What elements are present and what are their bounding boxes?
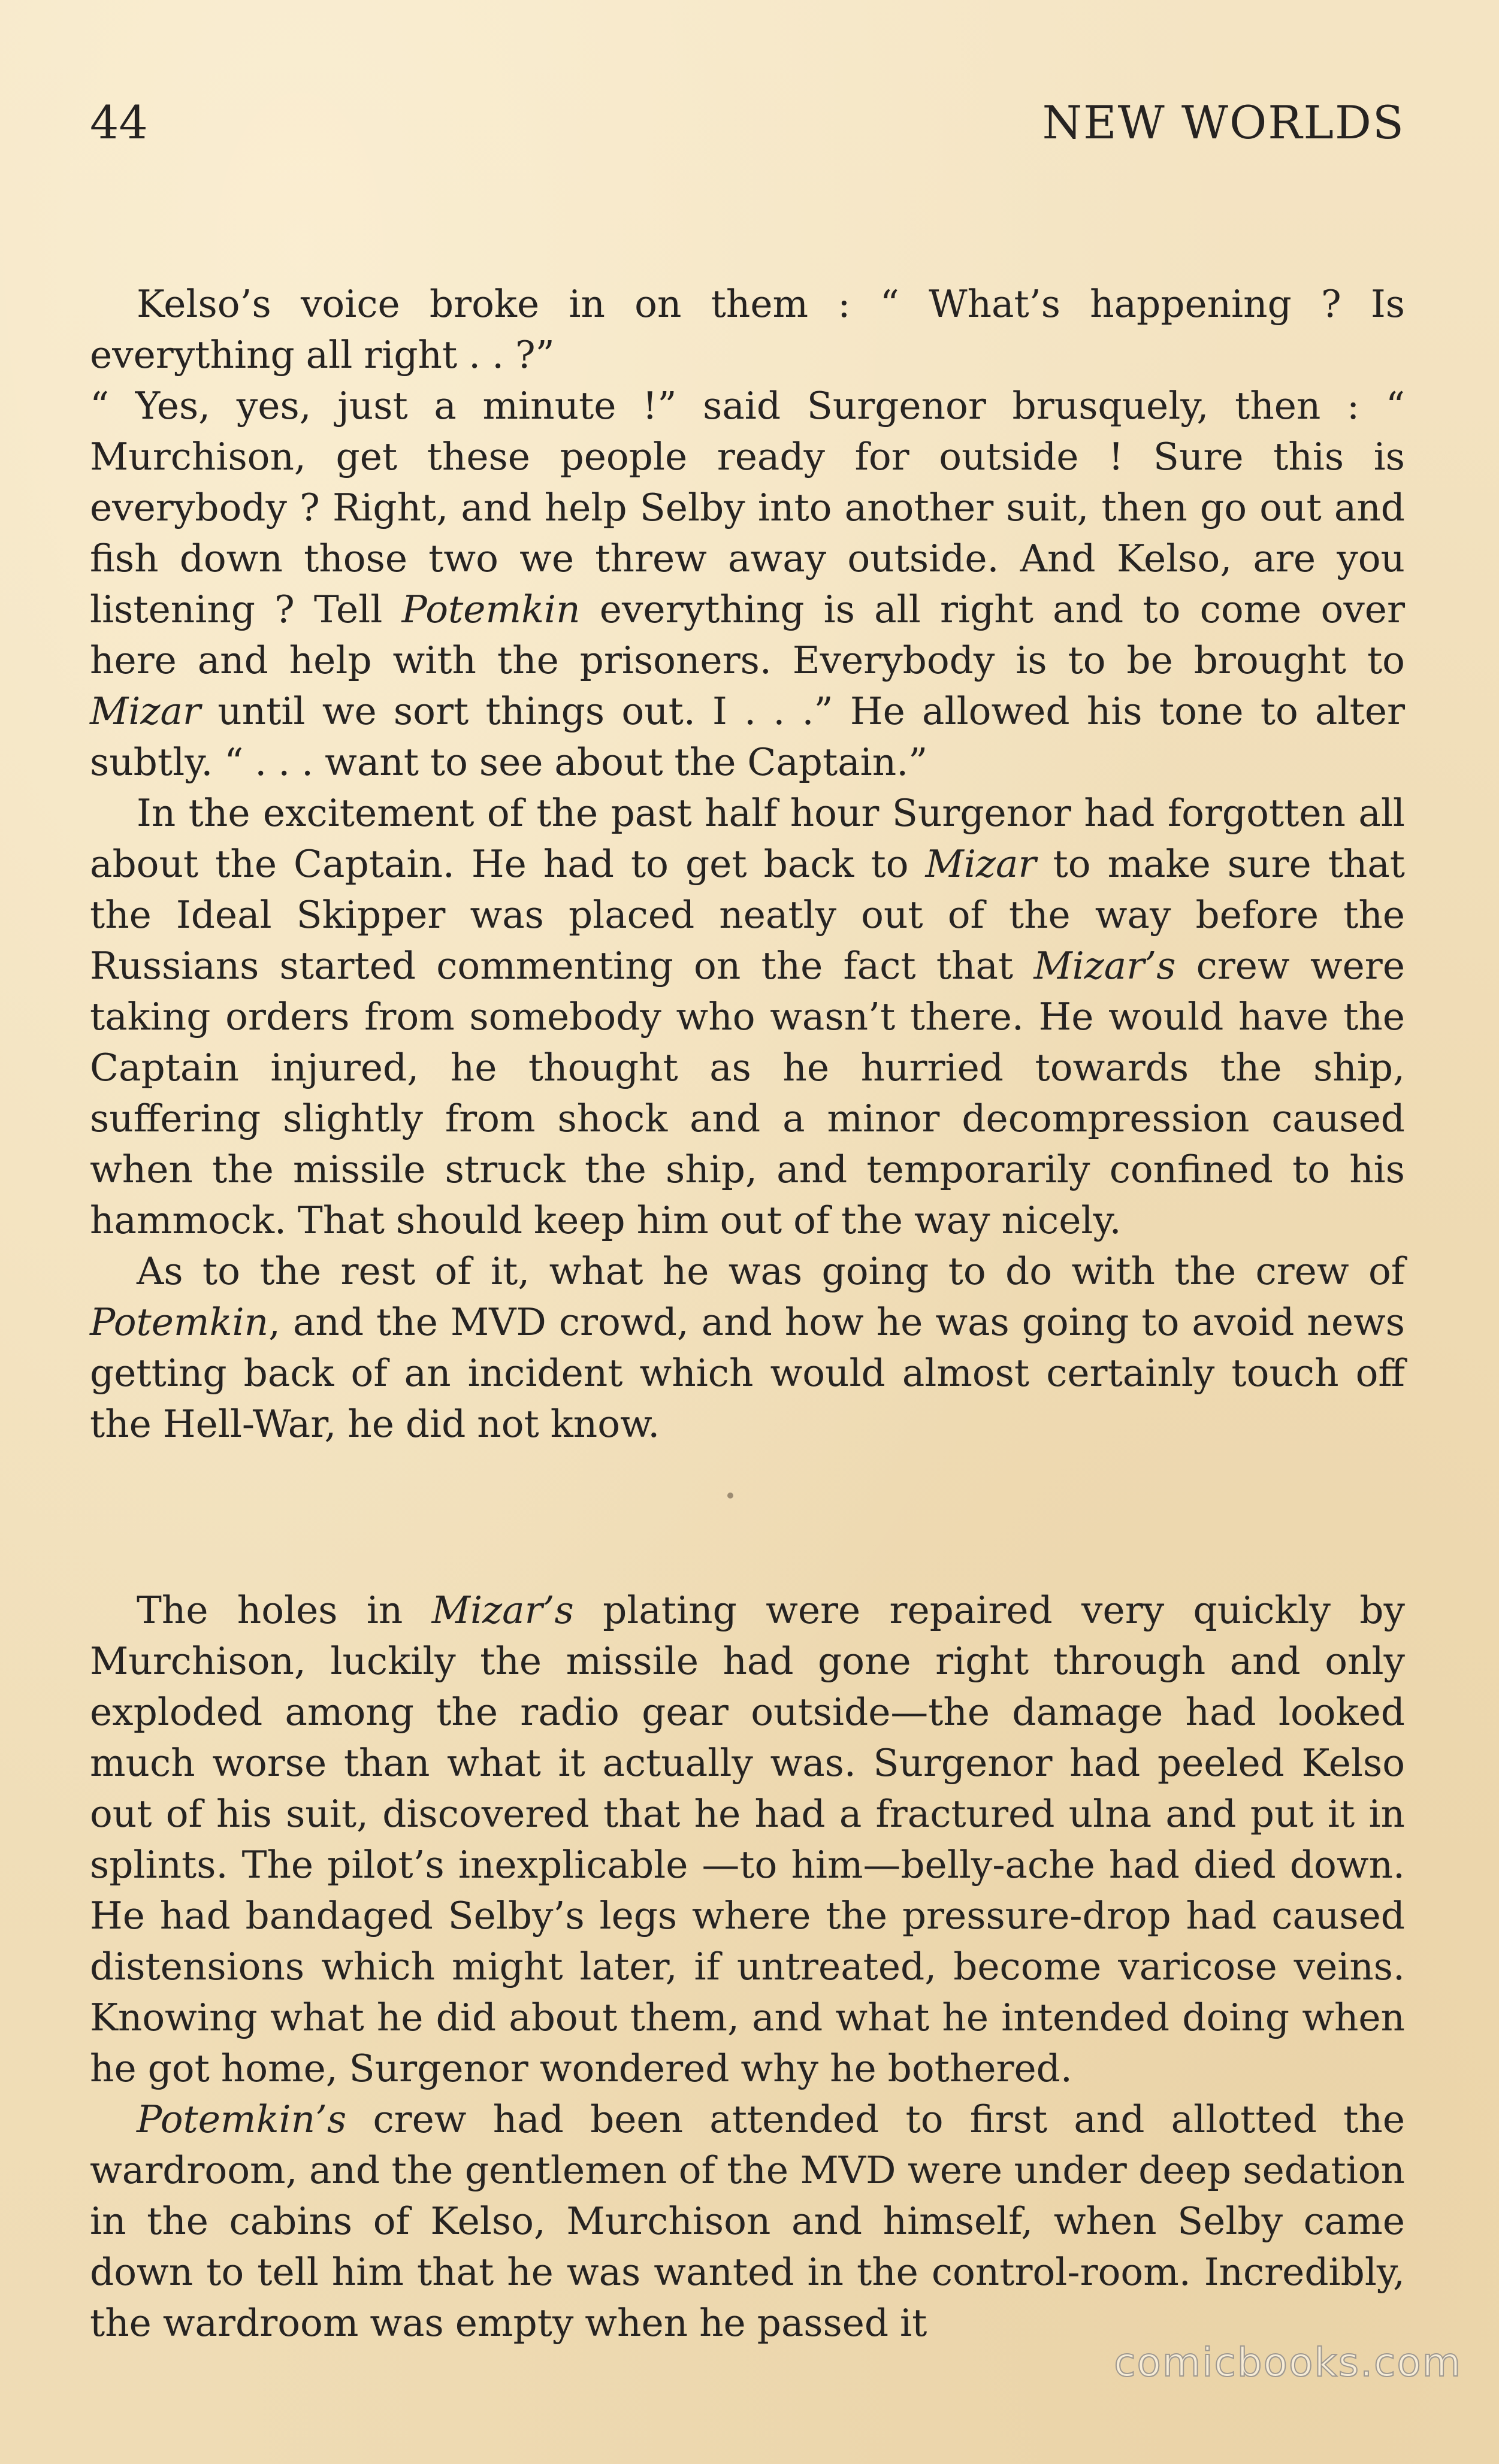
italic-name: Mizar [925,842,1036,886]
watermark-logo: comicbooks.com [1114,2339,1462,2386]
italic-name: Potemkin’s [137,2097,347,2141]
paragraph: Kelso’s voice broke in on them : “ What’s happening ? Is everything all right . . ?” [90,282,1405,377]
section-break-dot [727,1493,733,1499]
paragraph: The holes in Mizar’s plating were repaired very quickly by Murchison, luckily the missile had gone right through and only exploded among the radio gear outside—the damage had looked much worse than what it actually was. Surgenor had peeled Kelso out of his suit, discovered that he had a fractured ulna and put it in splints. The pilot’s inexplicable —to him—belly-ache had died down. He had bandaged Selby’s legs where the pressure-drop had caused distensions which might later, if untreated, become varicose veins. Knowing what he did about them, and what he intended doing when he got home, Surgenor wondered why he bothered. [90,1588,1405,2090]
italic-name: Mizar’s [431,1588,574,1632]
section-break [90,1449,1405,1585]
italic-name: Mizar [90,689,201,733]
italic-name: Potemkin [401,588,581,631]
paragraph: Potemkin’s crew had been attended to first and allotted the wardroom, and the gentlemen of the MVD were under deep sedation in the cabins of Kelso, Murchison and himself, when Selby came down to tell him that he was wanted in the control-room. Incredibly, the wardroom was empty when he passed it [90,2097,1405,2345]
running-head [90,90,1405,156]
paragraph: As to the rest of it, what he was going to do with the crew of Potemkin, and the MVD crowd, and how he was going to avoid news getting back of an incident which would almost certainly touch off the Hell-War, he did not know. [90,1249,1405,1446]
running-title: NEW WORLDS [1042,96,1405,149]
body-text [90,279,1405,2348]
italic-name: Potemkin [90,1300,269,1344]
book-page [90,90,1405,2348]
paragraph: “ Yes, yes, just a minute !” said Surgenor brusquely, then : “ Murchison, get these people ready for outside ! Sure this is everybody ? Right, and help Selby into another suit, then go out and fish down those two we threw away outside. And Kelso, are you listening ? Tell Potemkin everything is all right and to come over here and help with the prisoners. Everybody is to be brought to Mizar until we sort things out. I . . .” He allowed his tone to alter subtly. “ . . . want to see about the Captain.” [90,384,1405,784]
italic-name: Mizar’s [1033,944,1176,988]
paragraph: In the excitement of the past half hour Surgenor had forgotten all about the Captain. He had to get back to Mizar to make sure that the Ideal Skipper was placed neatly out of the way before the Russians started commenting on the fact that Mizar’s crew were taking orders from somebody who wasn’t there. He would have the Captain injured, he thought as he hurried towards the ship, suffering slightly from shock and a minor decompression caused when the missile struck the ship, and temporarily confined to his hammock. That should keep him out of the way nicely. [90,791,1406,1242]
page-number: 44 [90,96,148,149]
